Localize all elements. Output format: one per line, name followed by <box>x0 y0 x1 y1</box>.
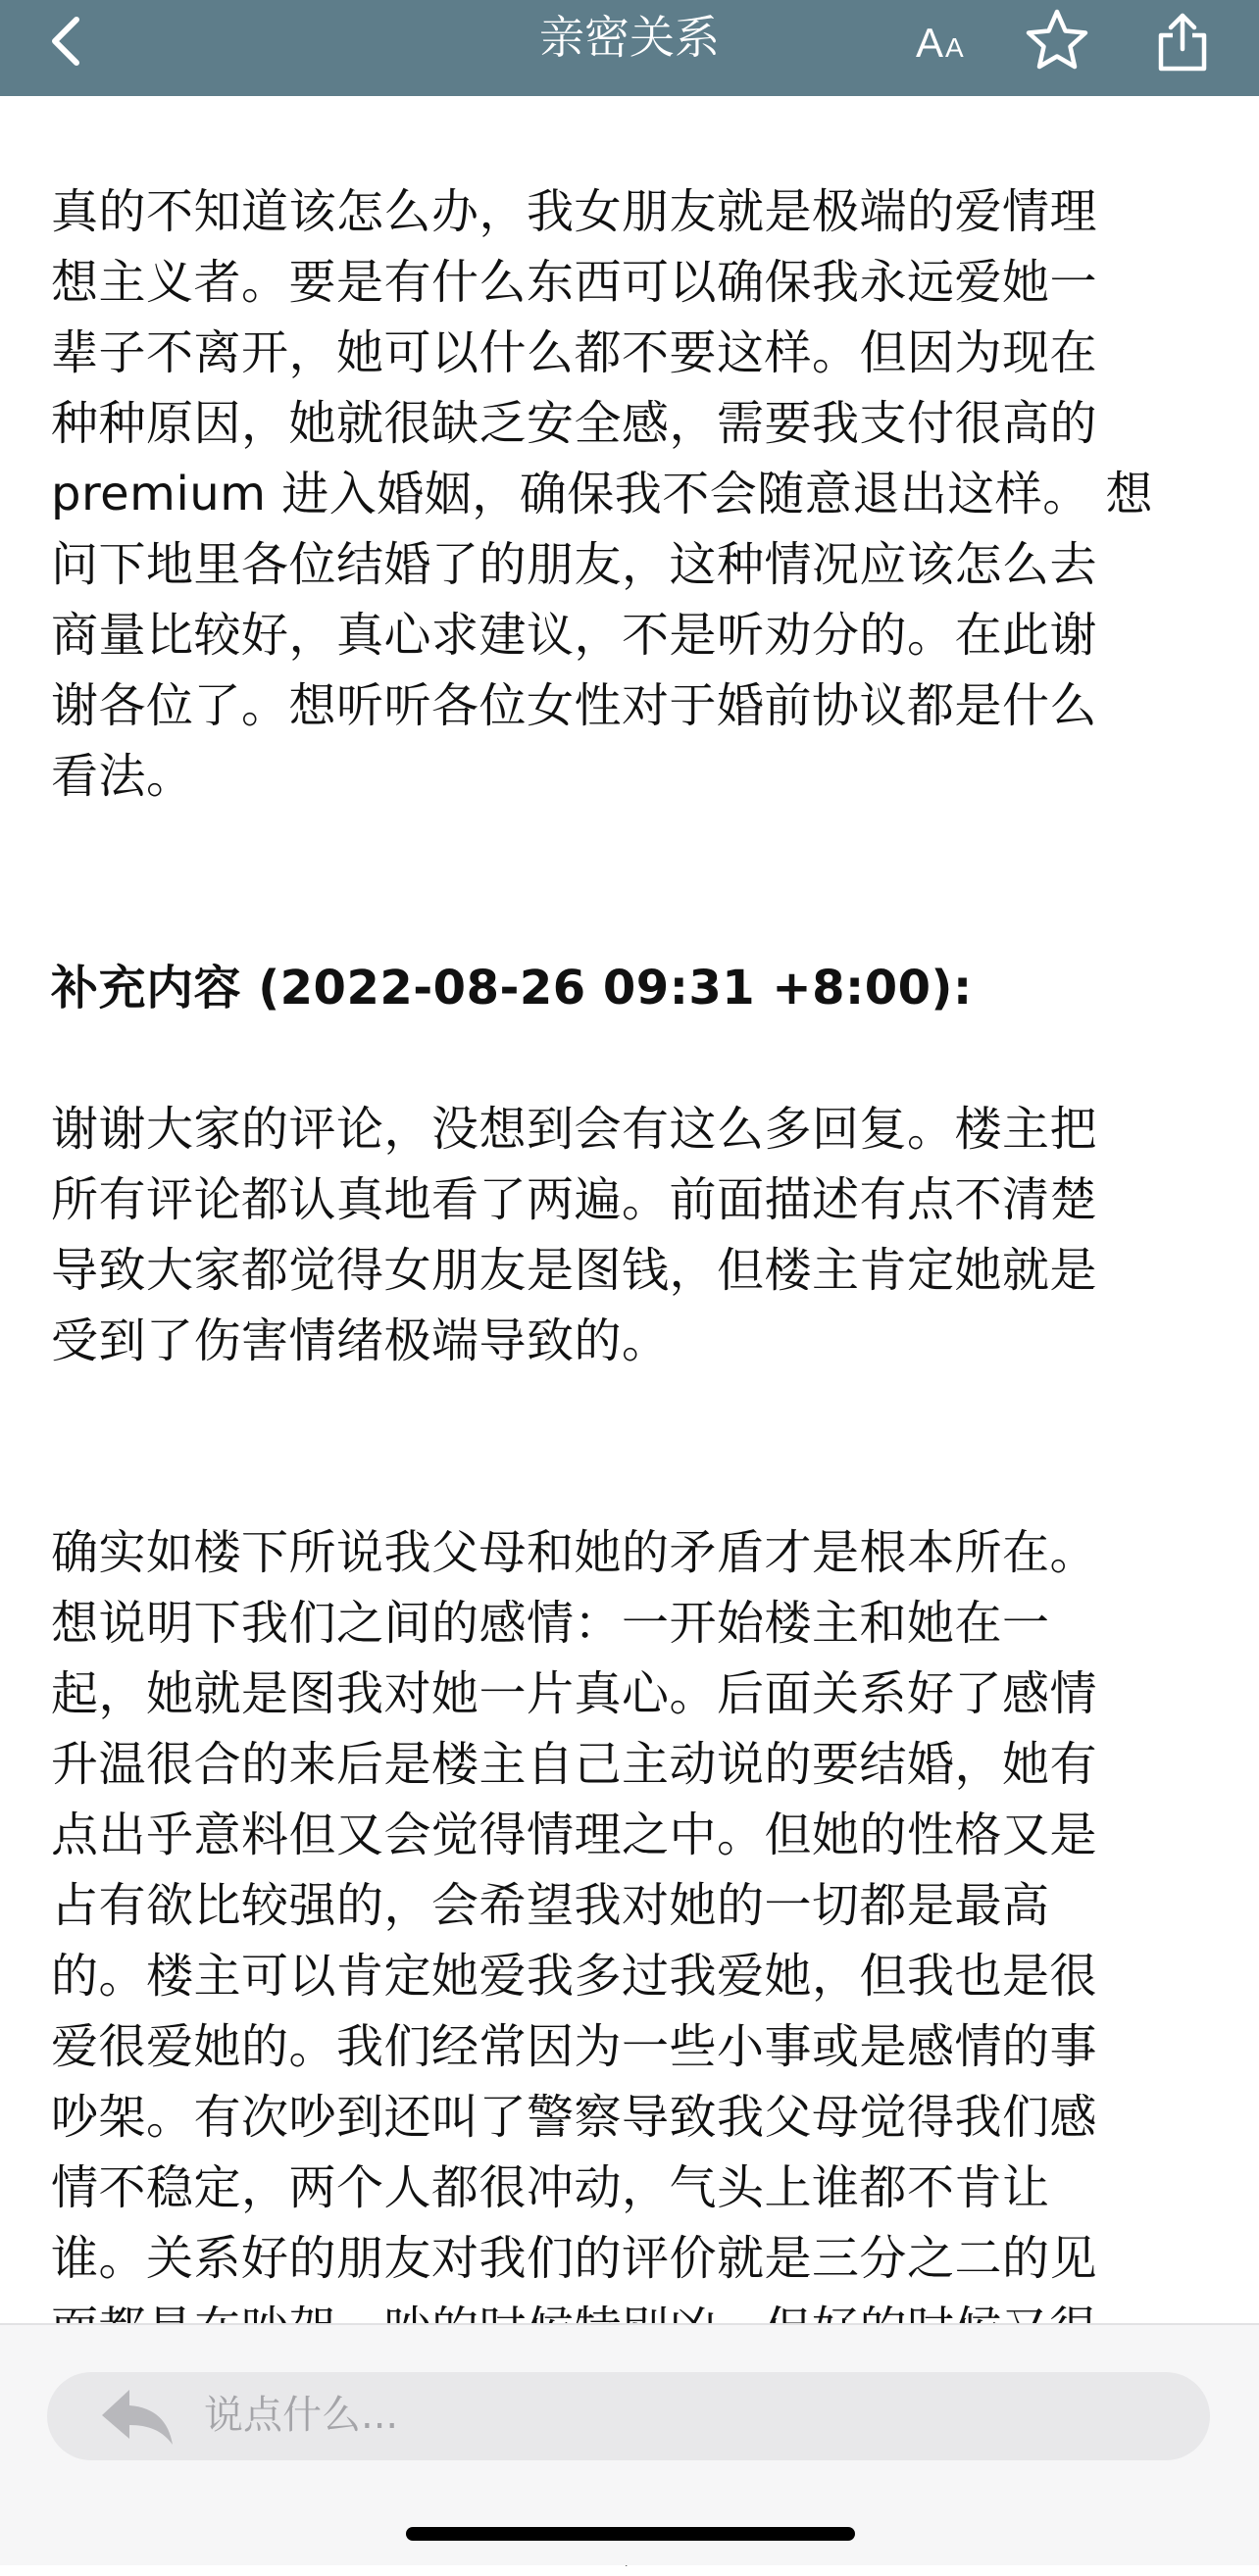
share-button[interactable] <box>1147 6 1218 76</box>
top-navigation-bar <box>0 0 1259 96</box>
post-paragraph: 确实如楼下所说我父母和她的矛盾才是根本所在。 想说明下我们之间的感情：一开始楼主和她在一 起，她就是图我对她一片真心。后面关系好了感情 升温很合的来后是楼主自己主动说的要结婚，她有 点出乎意料但又会觉得情理之中。但她的性格又是 占有欲比较强的，会希望我对她的一切都是最高 的。楼主可以肯定她爱我多过我爱她，但我也是很 爱很爱她的。我们经常因为一些小事或是感情的事 吵架。有次吵到还叫了警察导致我父母觉得我们感 情不稳定，两个人都很冲动，气头上谁都不肯让 谁。关系好的朋友对我们的评价就是三分之二的见 <box>51 1525 1098 2286</box>
post-content <box>51 176 1188 2323</box>
comment-input[interactable] <box>47 2372 1210 2460</box>
supplement-section <box>51 882 1188 1447</box>
star-icon <box>1022 6 1092 76</box>
supplement-heading: 补充内容 (2022-08-26 09:31 +8:00): <box>51 961 973 1016</box>
back-button[interactable] <box>39 12 98 71</box>
page-title: 亲密关系 <box>539 11 720 64</box>
chevron-left-icon <box>39 12 98 71</box>
post-paragraph: 真的不知道该怎么办，我女朋友就是极端的爱情理 想主义者。要是有什么东西可以确保我永远爱她一 辈子不离开，她可以什么都不要这样。但因为现在 种种原因，她就很缺乏安全感，需要我支付很高的 premium 进入婚姻，确保我不会随意退出这样。 想 问下地里各位结婚了的朋友，这种情况应该怎么去 商量比较好，真心求建议，不是听劝分的。在此谢 谢各位了。想听听各位女性对于婚前协议都是什么 看法。 <box>51 184 1153 804</box>
svg-text:A: A <box>916 20 944 66</box>
supplement-body: 谢谢大家的评论，没想到会有这么多回复。楼主把 所有评论都认真地看了两遍。前面描述有点不清楚 导致大家都觉得女朋友是图钱，但楼主肯定她就是 受到了伤害情绪极端导致的。 <box>51 1102 1098 1368</box>
reply-icon <box>96 2382 178 2451</box>
font-size-button[interactable] <box>914 10 977 73</box>
favorite-button[interactable] <box>1022 6 1092 76</box>
font-size-icon <box>914 10 977 73</box>
home-indicator <box>406 2527 855 2541</box>
svg-text:A: A <box>945 32 964 63</box>
comment-placeholder: 说点什么... <box>204 2393 399 2438</box>
share-icon <box>1147 6 1218 76</box>
